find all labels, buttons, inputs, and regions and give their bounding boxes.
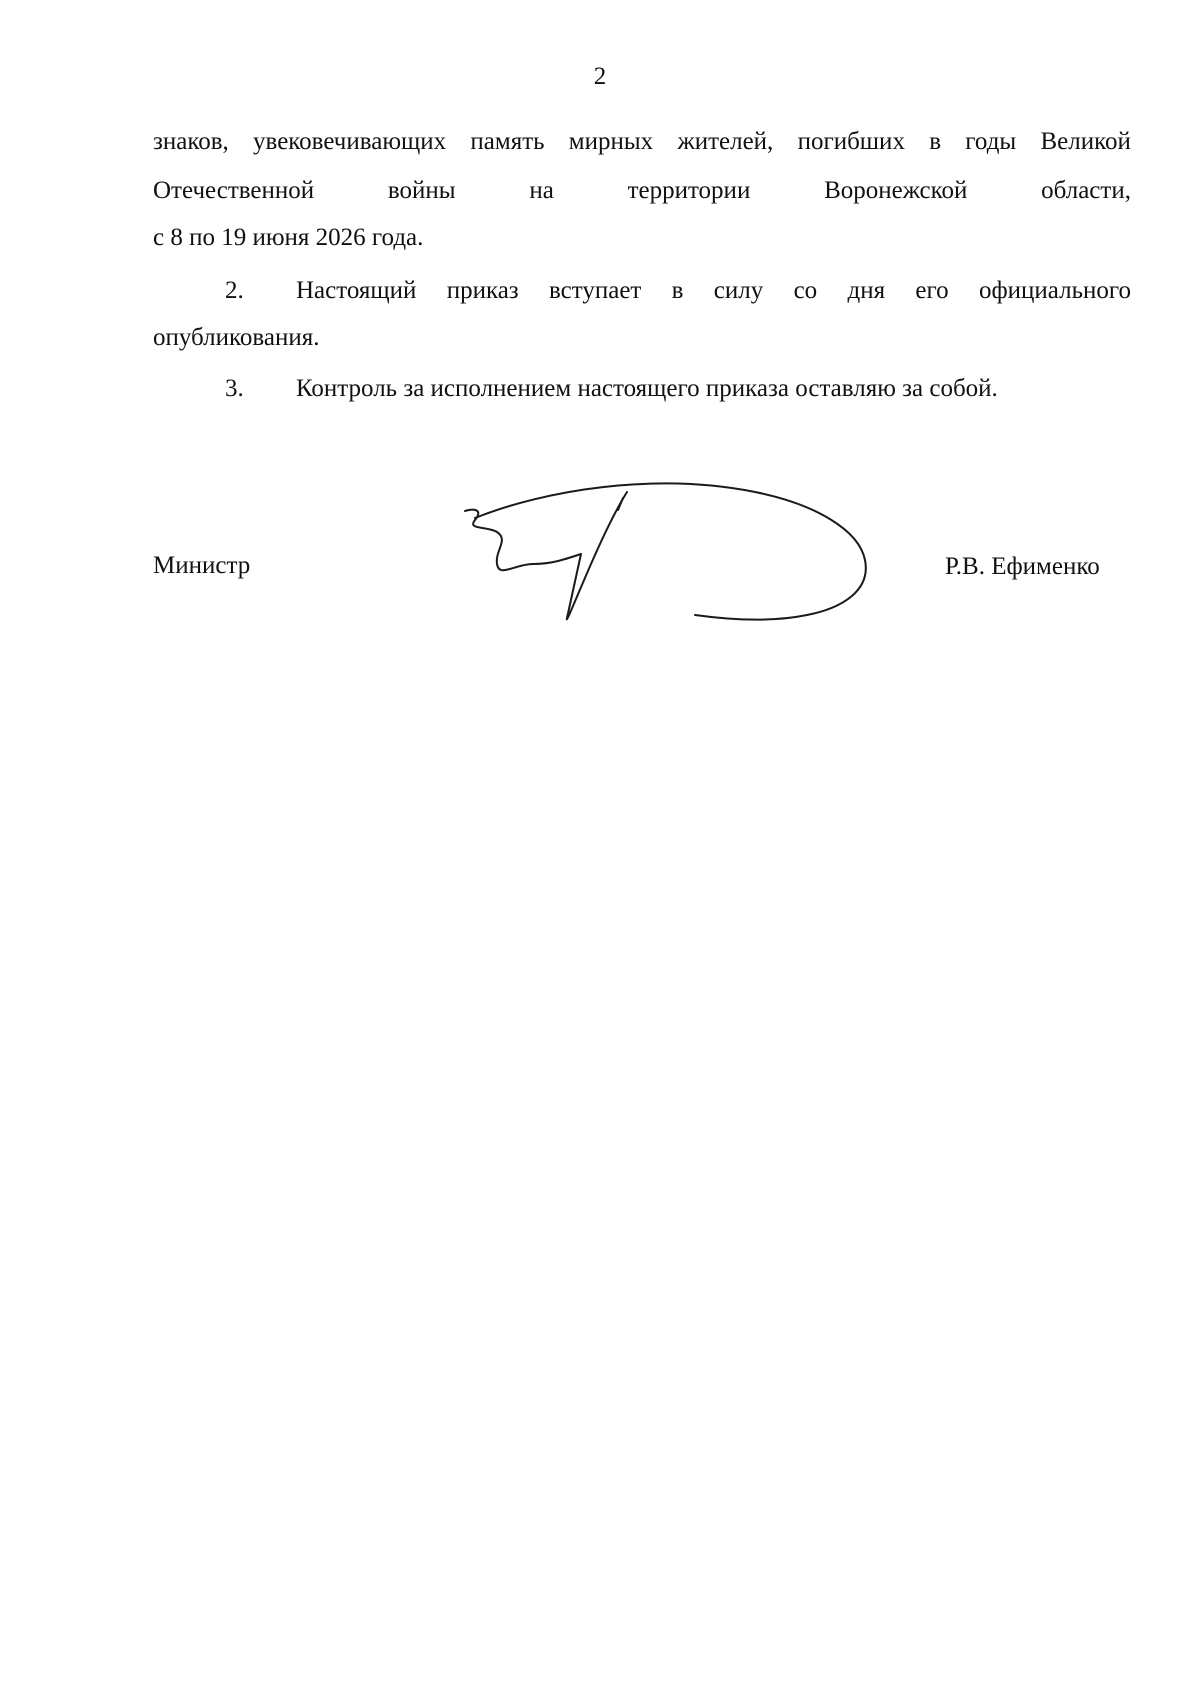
handwritten-signature: [455, 480, 895, 665]
signatory-name: Р.В. Ефименко: [945, 553, 1100, 580]
signatory-title: Министр: [153, 552, 251, 579]
word: память: [470, 128, 545, 155]
list-item-3: [153, 373, 1131, 405]
item2-line2: опубликования.: [153, 324, 320, 351]
word: на: [529, 177, 554, 204]
word: знаков,: [153, 128, 229, 155]
word: Настоящий: [296, 277, 417, 304]
paragraph1-line1: [153, 126, 1131, 158]
word: войны: [387, 177, 456, 204]
word: Великой: [1040, 128, 1131, 155]
item-number: 3.: [225, 375, 244, 402]
word: со: [793, 277, 818, 304]
item-text: Контроль за исполнением настоящего приказа оставляю за собой.: [296, 375, 998, 402]
paragraph1-line3: с 8 по 19 июня 2026 года.: [153, 224, 424, 251]
word: в: [671, 277, 684, 304]
item-number: 2.: [225, 277, 244, 304]
page-number: 2: [593, 63, 607, 90]
word: официального: [978, 277, 1131, 304]
word: дня: [847, 277, 886, 304]
word: приказ: [446, 277, 519, 304]
word: Воронежской: [824, 177, 968, 204]
item-text-line1: [296, 275, 1131, 307]
word: в: [929, 128, 942, 155]
word: Отечественной: [153, 177, 315, 204]
word: жителей,: [677, 128, 774, 155]
word: увековечивающих: [253, 128, 447, 155]
word: его: [915, 277, 949, 304]
paragraph1-line2: [153, 175, 1131, 207]
word: силу: [713, 277, 764, 304]
word: мирных: [568, 128, 654, 155]
word: области,: [1041, 177, 1131, 204]
word: погибших: [797, 128, 905, 155]
word: годы: [965, 128, 1017, 155]
word: территории: [627, 177, 751, 204]
list-item-2: [153, 275, 1131, 307]
word: вступает: [549, 277, 642, 304]
